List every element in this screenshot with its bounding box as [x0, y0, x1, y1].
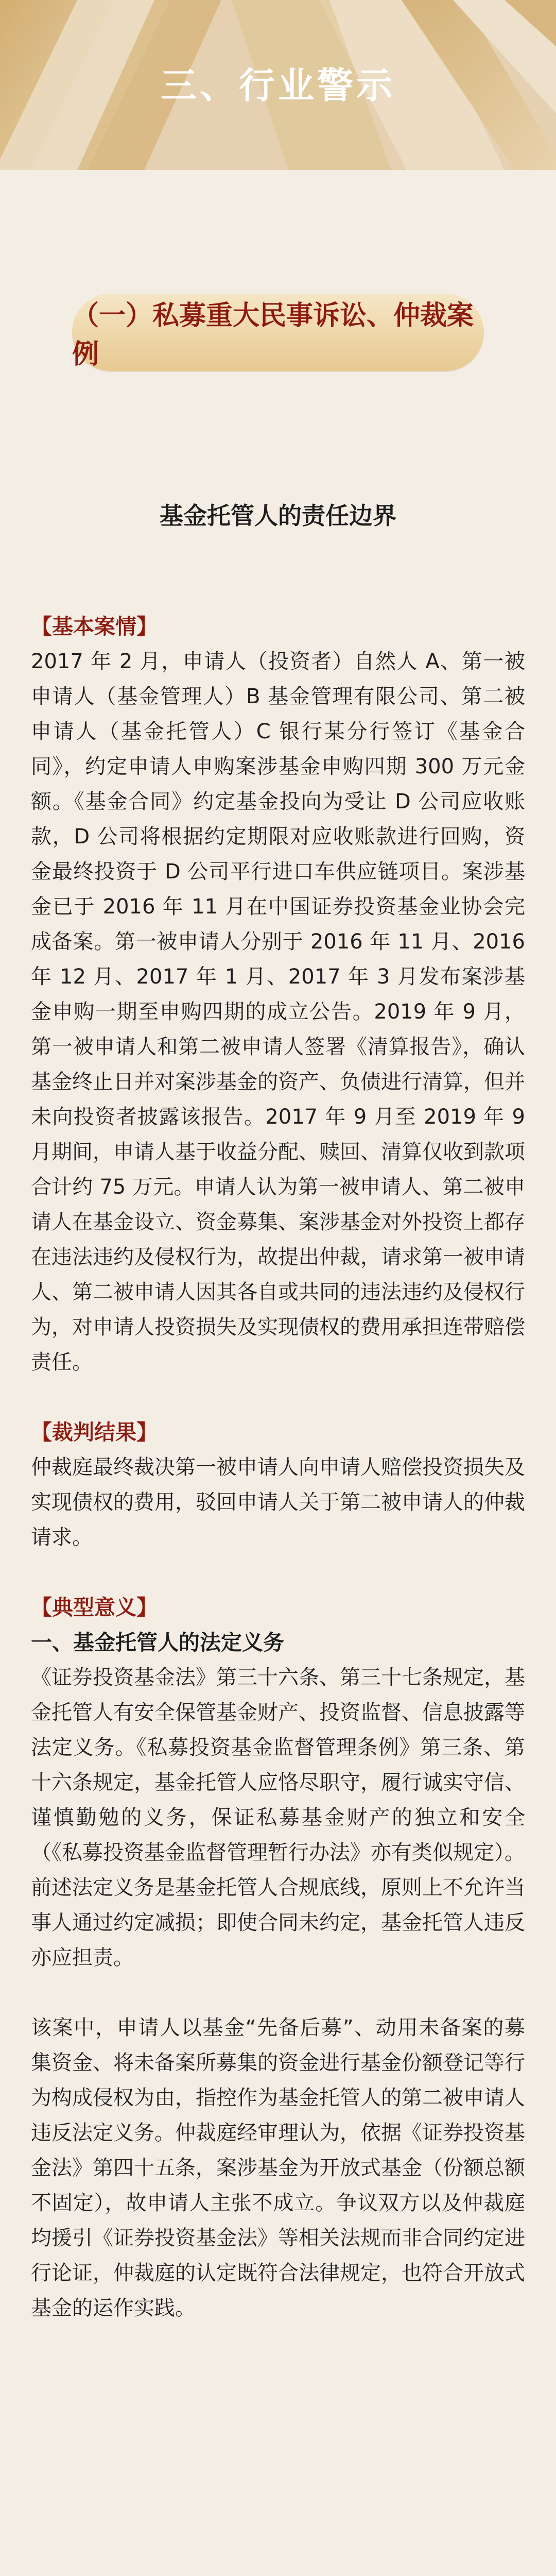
section-label-wrap [0, 294, 556, 371]
significance-heading: 【典型意义】 [31, 1595, 158, 1620]
significance-paragraph-2: 该案中，申请人以基金“先备后募”、动用未备案的募集资金、将未备案所募集的资金进行基金份额登记等行为构成侵权为由，指控作为基金托管人的第二被申请人违反法定义务。仲裁庭经审理认为，依据《证券投资基金法》第四十五条，案涉基金为开放式基金（份额总额不固定），故申请人主张不成立。争议双方以及仲裁庭均援引《证券投资基金法》等相关法规而非合同约定进行论证，仲裁庭的认定既符合法律规定，也符合开放式基金的运作实践。 [31, 2016, 525, 2320]
spacer [31, 1380, 525, 1415]
article-body [0, 500, 556, 2326]
spacer [31, 1975, 525, 2010]
spacer [31, 532, 525, 609]
page-title: 三、行业警示 [161, 64, 395, 107]
spacer [31, 1555, 525, 1590]
basic-facts-text: 2017 年 2 月，申请人（投资者）自然人 A、第一被申请人（基金管理人）B 基金管理有限公司、第二被申请人（基金托管人）C 银行某分行签订《基金合同》，约定申请人申购案涉基金申购四期 300 万元金额。《基金合同》约定基金投向为受让 D 公司应收账款，D 公司将根据约定期限对应收账款进行回购，资金最终投资于 D 公司平行进口车供应链项目。案涉基金已于 2016 年 11 月在中国证券投资基金业协会完成备案。第一被申请人分别于 2016 年 11 月、2016 年 12 月、2017 年 1 月、2017 年 3 月发布案涉基金申购一期至申购四期的成立公告。2019 年 9 月，第一被申请人和第二被申请人签署《清算报告》，确认基金终止日并对案涉基金的资产、负债进行清算，但并未向投资者披露该报告。2017 年 9 月至 2019 年 9 月期间，申请人基于收益分配、赎回、清算仅收到款项合计约 75 万元。申请人认为第一被申请人、第二被申请人在基金设立、资金募集、案涉基金对外投资上都存在违法违约及侵权行为，故提出仲裁，请求第一被申请人、第二被申请人因其各自或共同的违法违约及侵权行为，对申请人投资损失及实现债权的费用承担连带赔偿责任。 [31, 650, 525, 1374]
significance-paragraph-1: 《证券投资基金法》第三十六条、第三十七条规定，基金托管人有安全保管基金财产、投资监督、信息披露等法定义务。《私募投资基金监督管理条例》第三条、第十六条规定，基金托管人应恪尽职守，履行诚实守信、谨慎勤勉的义务，保证私募基金财产的独立和安全（《私募投资基金监督管理暂行办法》亦有类似规定）。前述法定义务是基金托管人合规底线，原则上不允许当事人通过约定减损；即使合同未约定，基金托管人违反亦应担责。 [31, 1666, 525, 1970]
significance-subheading: 一、基金托管人的法定义务 [31, 1630, 284, 1655]
result-text: 仲裁庭最终裁决第一被申请人向申请人赔偿投资损失及实现债权的费用，驳回申请人关于第二被申请人的仲裁请求。 [31, 1455, 525, 1549]
basic-facts-heading: 【基本案情】 [31, 614, 158, 639]
article-title: 基金托管人的责任边界 [160, 502, 396, 530]
section-label: （一）私募重大民事诉讼、仲裁案例 [72, 294, 484, 371]
header-banner [0, 0, 556, 170]
result-heading: 【裁判结果】 [31, 1420, 158, 1445]
